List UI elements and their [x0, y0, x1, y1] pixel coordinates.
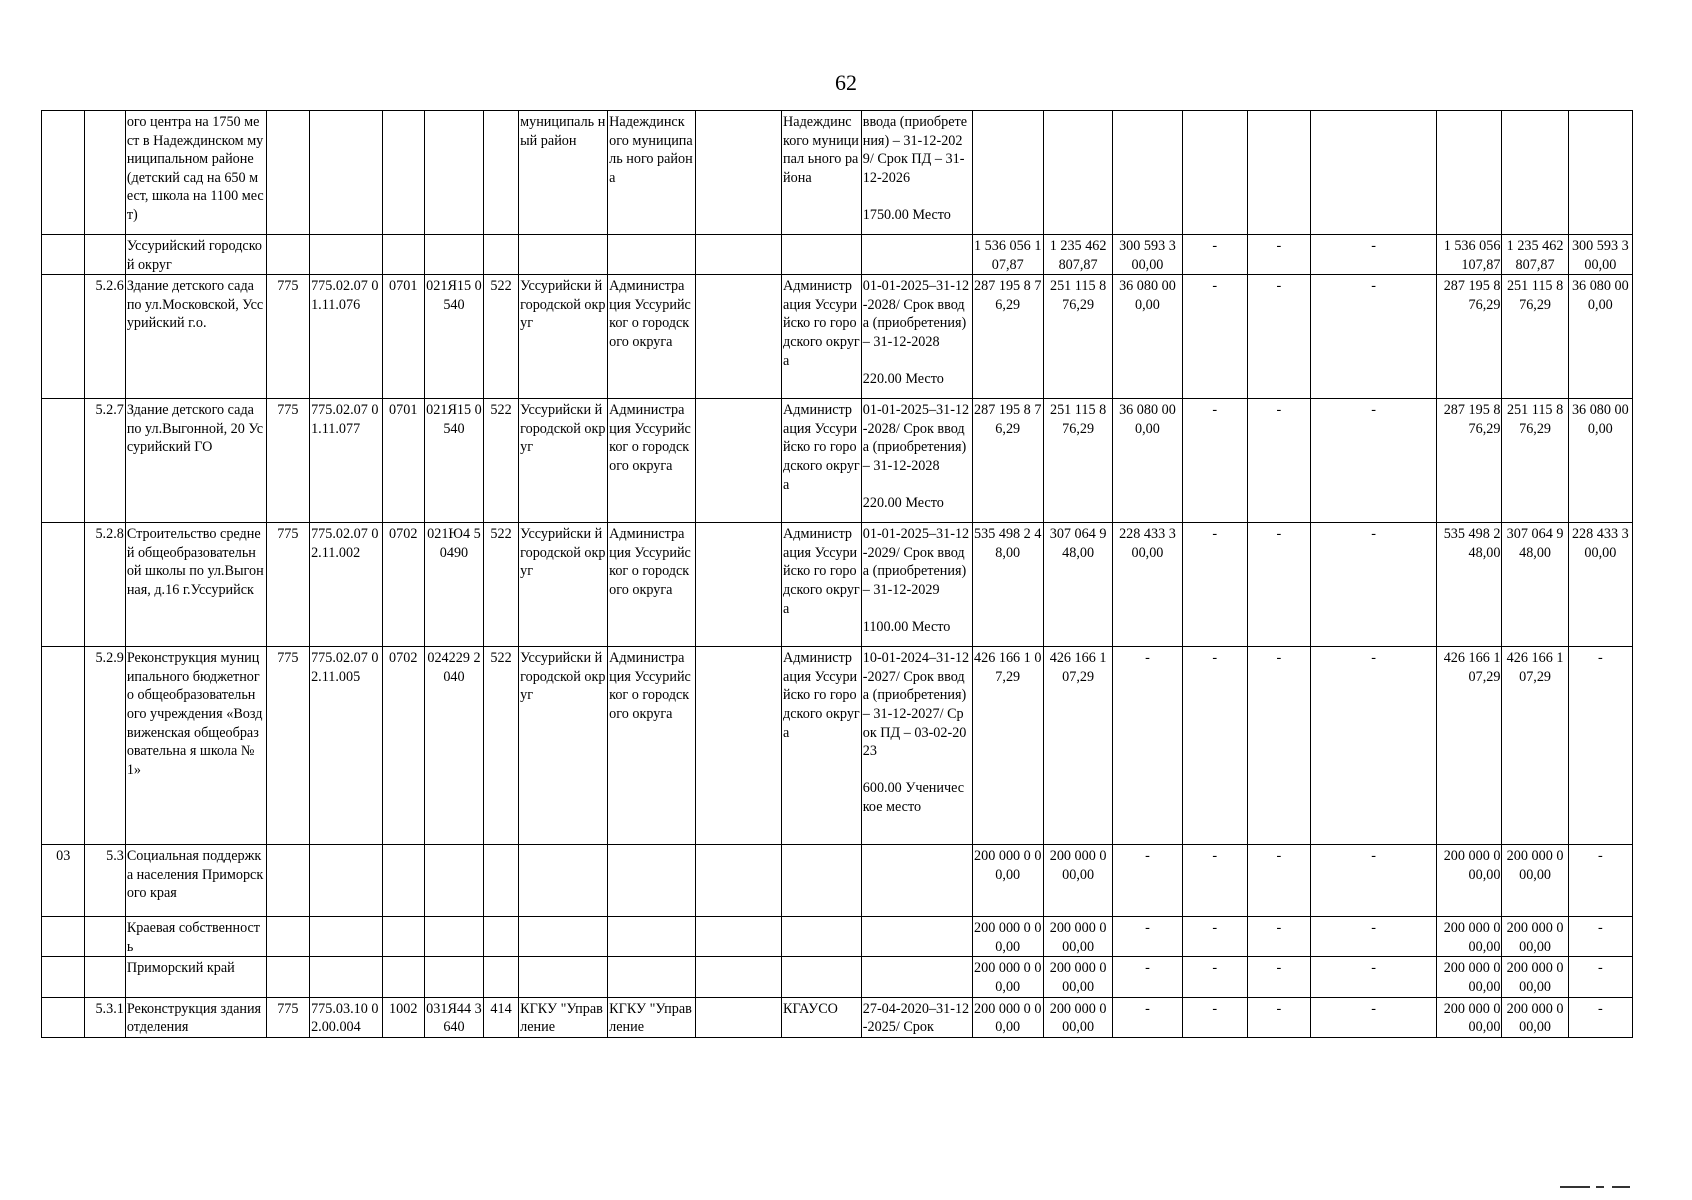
cell-v8: 307 064 9 48,00: [1502, 523, 1568, 647]
cell-v9: 228 433 3 00,00: [1568, 523, 1632, 647]
cell-v1: 287 195 8 76,29: [972, 275, 1043, 399]
cell-v2: 200 000 0 00,00: [1043, 997, 1112, 1037]
cell-vr: [483, 845, 518, 917]
cell-v7: 426 166 1 07,29: [1437, 647, 1502, 845]
cell-name: Уссурийский городской округ: [125, 235, 266, 275]
cell-v5: -: [1247, 275, 1310, 399]
cell-v8: 200 000 0 00,00: [1502, 845, 1568, 917]
cell-terms: [861, 845, 972, 917]
cell-grbs: 775: [266, 647, 309, 845]
cell-v1: 1 536 056 107,87: [972, 235, 1043, 275]
cell-v4: -: [1182, 647, 1247, 845]
cell-v3: -: [1113, 647, 1182, 845]
cell-developer: [782, 957, 862, 997]
cell-customer: Надеждинск ого муниципаль ного района: [608, 111, 696, 235]
cell-v2: [1043, 111, 1112, 235]
cell-rzpr: [382, 845, 424, 917]
cell-rzpr: [382, 235, 424, 275]
cell-v3: 36 080 00 0,00: [1113, 275, 1182, 399]
cell-name: Реконструкция здания отделения: [125, 997, 266, 1037]
cell-territory: Уссурийски й городской округ: [519, 647, 608, 845]
cell-code: [310, 957, 382, 997]
cell-v6: -: [1310, 997, 1436, 1037]
cell-name: Краевая собственность: [125, 917, 266, 957]
cell-grbs: 775: [266, 275, 309, 399]
cell-num_outer: [42, 235, 85, 275]
cell-csr: 021Я15 0540: [424, 399, 483, 523]
cell-v3: 36 080 00 0,00: [1113, 399, 1182, 523]
cell-v9: -: [1568, 917, 1632, 957]
cell-code: [310, 917, 382, 957]
cell-v5: [1247, 111, 1310, 235]
cell-blank: [696, 957, 782, 997]
cell-v9: -: [1568, 957, 1632, 997]
cell-terms: [861, 275, 972, 399]
cell-v3: -: [1113, 957, 1182, 997]
cell-grbs: [266, 917, 309, 957]
cell-code: 775.02.07 02.11.002: [310, 523, 382, 647]
cell-num: 5.3.1: [85, 997, 125, 1037]
cell-customer: Администра ция Уссурийског о городского округа: [608, 647, 696, 845]
cell-v8: 251 115 8 76,29: [1502, 399, 1568, 523]
cell-v2: 200 000 0 00,00: [1043, 845, 1112, 917]
cell-code: [310, 845, 382, 917]
cell-vr: [483, 957, 518, 997]
cell-code: 775.02.07 01.11.076: [310, 275, 382, 399]
cell-code: 775.02.07 01.11.077: [310, 399, 382, 523]
cell-v9: 36 080 00 0,00: [1568, 275, 1632, 399]
cell-csr: 021Я15 0540: [424, 275, 483, 399]
cell-v9: [1568, 111, 1632, 235]
cell-blank: [696, 399, 782, 523]
cell-v6: -: [1310, 647, 1436, 845]
cell-csr: 024229 2040: [424, 647, 483, 845]
cell-v4: -: [1182, 957, 1247, 997]
cell-terms: [861, 111, 972, 235]
cell-v2: 1 235 462 807,87: [1043, 235, 1112, 275]
cell-v5: -: [1247, 235, 1310, 275]
cell-customer: [608, 235, 696, 275]
cell-v9: 36 080 00 0,00: [1568, 399, 1632, 523]
cell-v6: -: [1310, 523, 1436, 647]
cell-capacity-text: 1750.00 Место: [862, 206, 951, 223]
cell-rzpr: 0702: [382, 523, 424, 647]
cell-customer: Администра ция Уссурийског о городского округа: [608, 523, 696, 647]
cell-num: [85, 111, 125, 235]
cell-code: [310, 111, 382, 235]
cell-developer: [782, 235, 862, 275]
cell-blank: [696, 647, 782, 845]
table-row: [42, 845, 1633, 917]
cell-v3: [1113, 111, 1182, 235]
cell-num: [85, 235, 125, 275]
cell-v3: -: [1113, 917, 1182, 957]
table-row: [42, 957, 1633, 997]
cell-v3: 228 433 3 00,00: [1113, 523, 1182, 647]
cell-csr: [424, 845, 483, 917]
cell-developer: Администр ация Уссурийско го городского округа: [782, 399, 862, 523]
cell-grbs: [266, 845, 309, 917]
cell-blank: [696, 523, 782, 647]
cell-code: 775.02.07 02.11.005: [310, 647, 382, 845]
cell-v7: 200 000 0 00,00: [1437, 917, 1502, 957]
cell-v5: -: [1247, 647, 1310, 845]
cell-v9: -: [1568, 647, 1632, 845]
cell-v9: -: [1568, 997, 1632, 1037]
cell-customer: [608, 845, 696, 917]
cell-v7: 535 498 2 48,00: [1437, 523, 1502, 647]
cell-grbs: [266, 235, 309, 275]
cell-code: 775.03.10 02.00.004: [310, 997, 382, 1037]
cell-v5: -: [1247, 917, 1310, 957]
cell-terms-text: 01-01-2025–31-12-2029/ Срок ввода (приобретения) – 31-12-2029: [862, 526, 970, 598]
table-row: [42, 235, 1633, 275]
cell-terms-text: 01-01-2025–31-12-2028/ Срок ввода (приобретения) – 31-12-2028: [862, 278, 970, 350]
cell-num: [85, 917, 125, 957]
cell-terms: [861, 523, 972, 647]
cell-customer: [608, 957, 696, 997]
cell-terms: [861, 235, 972, 275]
cell-v4: [1182, 111, 1247, 235]
cell-v3: 300 593 3 00,00: [1113, 235, 1182, 275]
cell-num_outer: [42, 399, 85, 523]
cell-territory: КГКУ "Управление: [519, 997, 608, 1037]
cell-territory: Уссурийски й городской округ: [519, 399, 608, 523]
cell-csr: [424, 235, 483, 275]
cell-customer: Администра ция Уссурийског о городского округа: [608, 275, 696, 399]
cell-v1: 200 000 0 00,00: [972, 957, 1043, 997]
cell-v7: 287 195 8 76,29: [1437, 275, 1502, 399]
cell-v1: [972, 111, 1043, 235]
cell-v8: 1 235 462 807,87: [1502, 235, 1568, 275]
cell-grbs: [266, 111, 309, 235]
cell-name: ого центра на 1750 мест в Надеждинском муниципальном районе (детский сад на 650 мест, школа на 1100 мест): [125, 111, 266, 235]
cell-developer: [782, 917, 862, 957]
cell-territory: [519, 235, 608, 275]
table-row: [42, 523, 1633, 647]
cell-v2: 307 064 9 48,00: [1043, 523, 1112, 647]
cell-terms-text: ввода (приобретения) – 31-12-2029/ Срок ПД – 31-12-2026: [862, 114, 968, 186]
cell-rzpr: 0702: [382, 647, 424, 845]
cell-blank: [696, 997, 782, 1037]
cell-v2: 251 115 8 76,29: [1043, 275, 1112, 399]
cell-v6: -: [1310, 845, 1436, 917]
cell-v8: 426 166 1 07,29: [1502, 647, 1568, 845]
cell-v2: 426 166 1 07,29: [1043, 647, 1112, 845]
cell-num: 5.2.7: [85, 399, 125, 523]
cell-v4: -: [1182, 235, 1247, 275]
cell-rzpr: 0701: [382, 399, 424, 523]
cell-blank: [696, 111, 782, 235]
table-row: [42, 399, 1633, 523]
cell-v1: 535 498 2 48,00: [972, 523, 1043, 647]
table-row: [42, 647, 1633, 845]
cell-v8: 200 000 0 00,00: [1502, 997, 1568, 1037]
cell-vr: 414: [483, 997, 518, 1037]
cell-blank: [696, 275, 782, 399]
cell-developer: Администр ация Уссурийско го городского округа: [782, 275, 862, 399]
cell-rzpr: 1002: [382, 997, 424, 1037]
cell-code: [310, 235, 382, 275]
cell-vr: 522: [483, 399, 518, 523]
cell-terms-text: 01-01-2025–31-12-2028/ Срок ввода (приобретения) – 31-12-2028: [862, 402, 970, 474]
cell-territory: муниципаль ный район: [519, 111, 608, 235]
cell-v8: [1502, 111, 1568, 235]
cell-v6: [1310, 111, 1436, 235]
cell-num: 5.2.8: [85, 523, 125, 647]
cell-v9: -: [1568, 845, 1632, 917]
cell-v4: -: [1182, 523, 1247, 647]
cell-v4: -: [1182, 845, 1247, 917]
cell-v6: -: [1310, 917, 1436, 957]
investment-objects-table: [41, 110, 1633, 1038]
cell-v4: -: [1182, 275, 1247, 399]
cell-rzpr: 0701: [382, 275, 424, 399]
cell-terms: [861, 917, 972, 957]
cell-v3: -: [1113, 845, 1182, 917]
cell-v1: 287 195 8 76,29: [972, 399, 1043, 523]
cell-name: Строительство средней общеобразовательн ой школы по ул.Выгонная, д.16 г.Уссурийск: [125, 523, 266, 647]
cell-v6: -: [1310, 399, 1436, 523]
cell-capacity-text: 600.00 Ученическое место: [862, 780, 965, 815]
cell-v1: 200 000 0 00,00: [972, 845, 1043, 917]
cell-capacity-text: 220.00 Место: [862, 371, 944, 388]
cell-terms: [861, 957, 972, 997]
cell-developer: Администр ация Уссурийско го городского округа: [782, 523, 862, 647]
cell-terms: [861, 399, 972, 523]
cell-num: [85, 957, 125, 997]
cell-v8: 200 000 0 00,00: [1502, 917, 1568, 957]
cell-v7: 1 536 056 107,87: [1437, 235, 1502, 275]
cell-territory: [519, 957, 608, 997]
cell-v7: [1437, 111, 1502, 235]
cell-developer: Надеждинс кого муниципал ьного района: [782, 111, 862, 235]
cell-rzpr: [382, 917, 424, 957]
cell-rzpr: [382, 957, 424, 997]
cell-grbs: 775: [266, 523, 309, 647]
cell-vr: 522: [483, 647, 518, 845]
cell-rzpr: [382, 111, 424, 235]
table-row: [42, 111, 1633, 235]
cell-grbs: 775: [266, 997, 309, 1037]
cell-customer: Администра ция Уссурийског о городского округа: [608, 399, 696, 523]
cell-v6: -: [1310, 275, 1436, 399]
cell-v5: -: [1247, 399, 1310, 523]
cell-v4: -: [1182, 997, 1247, 1037]
cell-num_outer: [42, 523, 85, 647]
cell-v6: -: [1310, 957, 1436, 997]
cell-num_outer: [42, 957, 85, 997]
cell-v7: 200 000 0 00,00: [1437, 957, 1502, 997]
cell-csr: 031Я44 3640: [424, 997, 483, 1037]
cell-terms-text: 27-04-2020–31-12-2025/ Срок: [862, 1000, 970, 1036]
cell-v2: 251 115 8 76,29: [1043, 399, 1112, 523]
cell-developer: КГАУСО: [782, 997, 862, 1037]
cell-num_outer: [42, 997, 85, 1037]
cell-capacity-text: 220.00 Место: [862, 495, 944, 512]
cell-customer: КГКУ "Управление: [608, 997, 696, 1037]
cell-name: Здание детского сада по ул.Московской, Уссурийский г.о.: [125, 275, 266, 399]
cell-name: Приморский край: [125, 957, 266, 997]
cell-num_outer: [42, 647, 85, 845]
cell-csr: 021Ю4 50490: [424, 523, 483, 647]
cell-vr: 522: [483, 275, 518, 399]
cell-terms-text: 10-01-2024–31-12-2027/ Срок ввода (приобретения) – 31-12-2027/ Срок ПД – 03-02-2023: [862, 650, 970, 760]
cell-grbs: 775: [266, 399, 309, 523]
cell-csr: [424, 111, 483, 235]
cell-v1: 200 000 0 00,00: [972, 917, 1043, 957]
cell-v5: -: [1247, 957, 1310, 997]
cell-v7: 287 195 8 76,29: [1437, 399, 1502, 523]
cell-vr: [483, 111, 518, 235]
cell-grbs: [266, 957, 309, 997]
cell-territory: Уссурийски й городской округ: [519, 523, 608, 647]
cell-terms: [861, 647, 972, 845]
cell-v2: 200 000 0 00,00: [1043, 957, 1112, 997]
cell-territory: [519, 845, 608, 917]
table-row: [42, 917, 1633, 957]
cell-v1: 200 000 0 00,00: [972, 997, 1043, 1037]
cell-v7: 200 000 0 00,00: [1437, 997, 1502, 1037]
cell-v3: -: [1113, 997, 1182, 1037]
cell-v4: -: [1182, 917, 1247, 957]
cell-num_outer: [42, 275, 85, 399]
cell-v4: -: [1182, 399, 1247, 523]
cell-v9: 300 593 3 00,00: [1568, 235, 1632, 275]
cell-vr: 522: [483, 523, 518, 647]
cell-num_outer: 03: [42, 845, 85, 917]
cell-territory: [519, 917, 608, 957]
cell-name: Здание детского сада по ул.Выгонной, 20 Уссурийский ГО: [125, 399, 266, 523]
table-row: [42, 997, 1633, 1037]
cell-v7: 200 000 0 00,00: [1437, 845, 1502, 917]
cell-blank: [696, 845, 782, 917]
cell-territory: Уссурийски й городской округ: [519, 275, 608, 399]
cell-v6: -: [1310, 235, 1436, 275]
cell-num_outer: [42, 917, 85, 957]
cell-v5: -: [1247, 845, 1310, 917]
cell-v2: 200 000 0 00,00: [1043, 917, 1112, 957]
cell-terms: [861, 997, 972, 1037]
cell-num_outer: [42, 111, 85, 235]
page-number: 62: [835, 70, 857, 95]
cell-capacity-text: 1100.00 Место: [862, 619, 951, 636]
cell-v8: 200 000 0 00,00: [1502, 957, 1568, 997]
cell-developer: Администр ация Уссурийско го городского округа: [782, 647, 862, 845]
cell-num: 5.3: [85, 845, 125, 917]
cell-num: 5.2.9: [85, 647, 125, 845]
cell-v8: 251 115 8 76,29: [1502, 275, 1568, 399]
cell-v5: -: [1247, 997, 1310, 1037]
cell-vr: [483, 917, 518, 957]
cell-vr: [483, 235, 518, 275]
cell-v1: 426 166 1 07,29: [972, 647, 1043, 845]
cell-csr: [424, 957, 483, 997]
table-row: [42, 275, 1633, 399]
cell-customer: [608, 917, 696, 957]
cell-v5: -: [1247, 523, 1310, 647]
scan-marks: [1560, 1186, 1630, 1192]
cell-name: Социальная поддержка населения Приморского края: [125, 845, 266, 917]
cell-blank: [696, 235, 782, 275]
cell-name: Реконструкция муниципального бюджетного общеобразовательн ого учреждения «Воздвиженская общеобразовательна я школа № 1»: [125, 647, 266, 845]
cell-csr: [424, 917, 483, 957]
cell-developer: [782, 845, 862, 917]
cell-blank: [696, 917, 782, 957]
table-body: [42, 111, 1633, 1038]
cell-num: 5.2.6: [85, 275, 125, 399]
